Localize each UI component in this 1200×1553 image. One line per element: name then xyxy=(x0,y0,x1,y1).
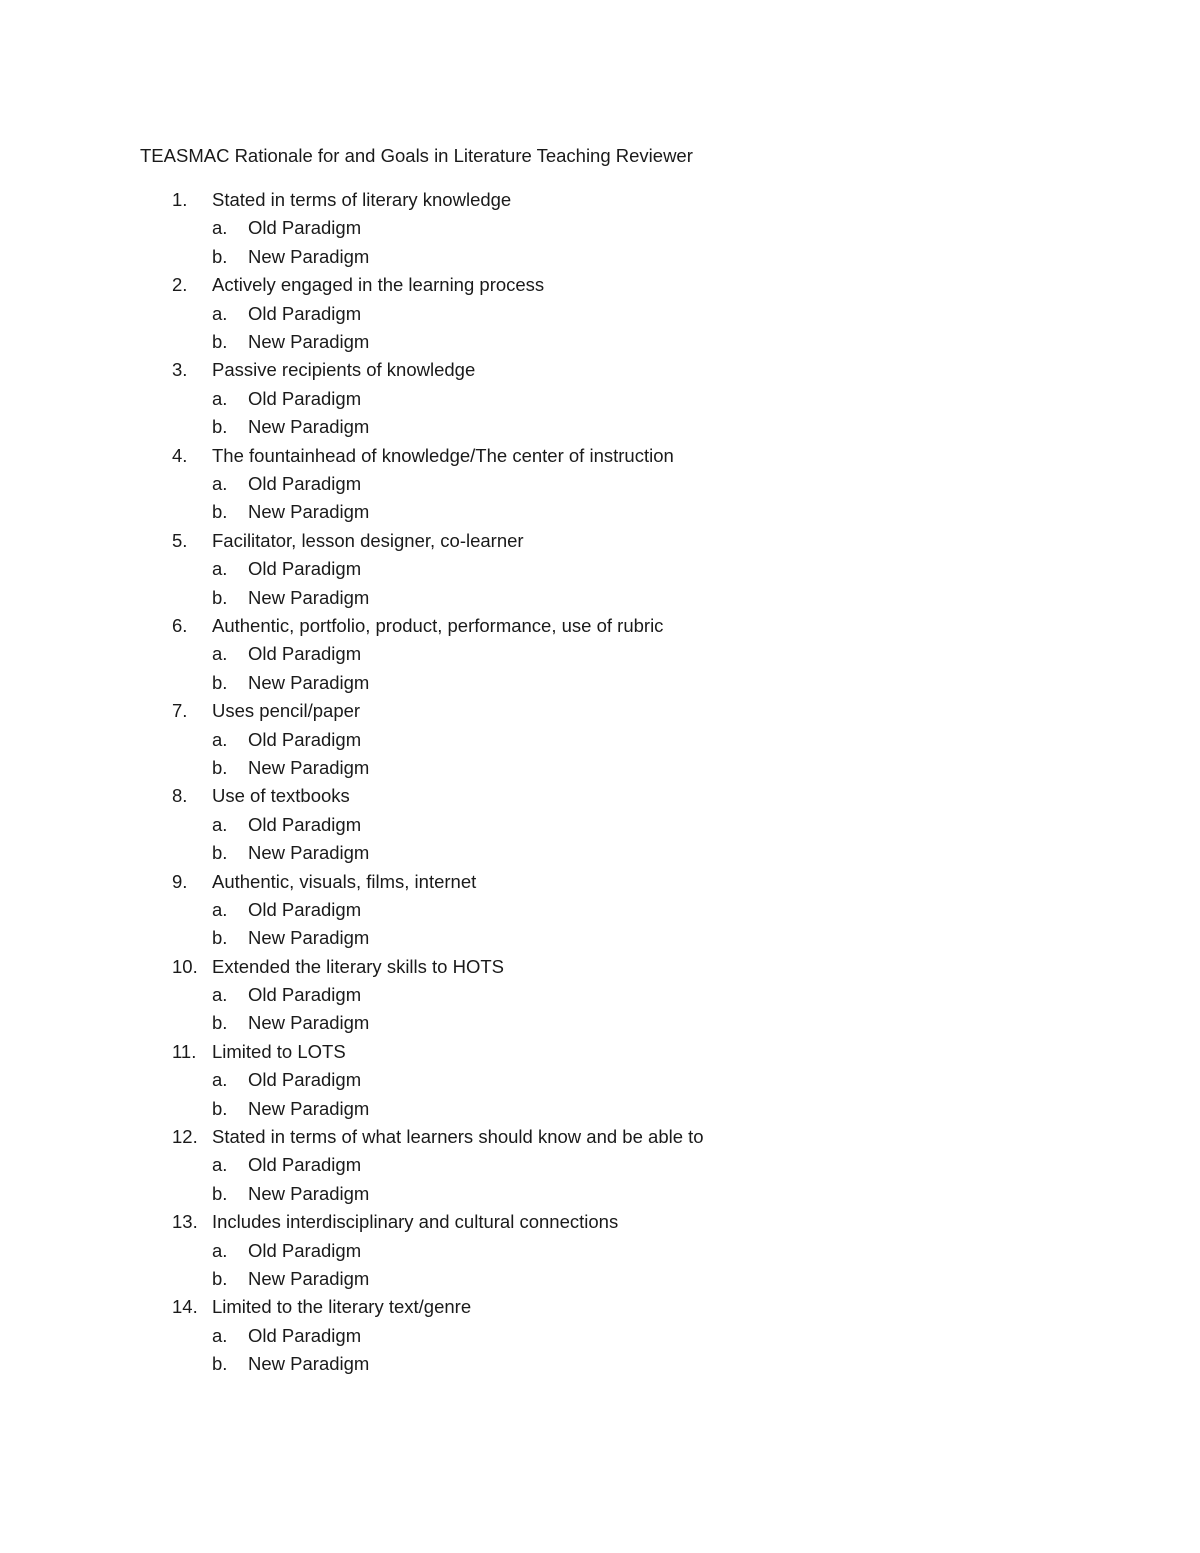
option-letter: b. xyxy=(212,842,228,864)
question-item xyxy=(0,868,704,953)
answer-option xyxy=(0,839,704,867)
option-letter: a. xyxy=(212,1069,228,1091)
question-text: The fountainhead of knowledge/The center of instruction xyxy=(212,444,674,466)
question-item xyxy=(0,356,704,441)
answer-option xyxy=(0,1095,704,1123)
question-item xyxy=(0,1123,704,1208)
question-text: Uses pencil/paper xyxy=(212,700,361,722)
question-text: Stated in terms of what learners should know and be able to xyxy=(212,1126,704,1148)
option-letter: a. xyxy=(212,898,228,920)
option-letter: a. xyxy=(212,387,228,409)
answer-option xyxy=(0,385,704,413)
option-text: New Paradigm xyxy=(248,1097,370,1119)
answer-option xyxy=(0,1151,704,1179)
option-text: New Paradigm xyxy=(248,1182,370,1204)
question-item xyxy=(0,697,704,782)
answer-option xyxy=(0,328,704,356)
answer-option xyxy=(0,1322,704,1350)
question-item xyxy=(0,1293,704,1378)
answer-option xyxy=(0,555,704,583)
question-list xyxy=(0,186,704,1379)
option-text: Old Paradigm xyxy=(248,813,362,835)
question-number: 9. xyxy=(172,870,188,892)
option-text: Old Paradigm xyxy=(248,1154,362,1176)
question-item xyxy=(0,271,704,356)
answer-option xyxy=(0,640,704,668)
option-letter: a. xyxy=(212,813,228,835)
option-letter: b. xyxy=(212,756,228,778)
answer-option xyxy=(0,243,704,271)
question-text: Limited to the literary text/genre xyxy=(212,1296,472,1318)
option-letter: b. xyxy=(212,1012,228,1034)
question-number: 8. xyxy=(172,785,188,807)
option-text: Old Paradigm xyxy=(248,387,362,409)
option-text: Old Paradigm xyxy=(248,643,362,665)
option-letter: a. xyxy=(212,984,228,1006)
option-letter: b. xyxy=(212,927,228,949)
question-text: Passive recipients of knowledge xyxy=(212,359,476,381)
answer-option xyxy=(0,811,704,839)
option-text: Old Paradigm xyxy=(248,472,362,494)
option-text: Old Paradigm xyxy=(248,1069,362,1091)
option-letter: b. xyxy=(212,1097,228,1119)
option-letter: a. xyxy=(212,1324,228,1346)
option-text: New Paradigm xyxy=(248,671,370,693)
option-text: New Paradigm xyxy=(248,416,370,438)
document-title: TEASMAC Rationale for and Goals in Literature Teaching Reviewer xyxy=(140,145,693,166)
answer-option xyxy=(0,981,704,1009)
option-letter: b. xyxy=(212,245,228,267)
question-item xyxy=(0,527,704,612)
option-text: Old Paradigm xyxy=(248,1239,362,1261)
question-number: 14. xyxy=(172,1296,198,1318)
question-item xyxy=(0,186,704,271)
option-letter: b. xyxy=(212,1182,228,1204)
option-text: Old Paradigm xyxy=(248,217,362,239)
answer-option xyxy=(0,470,704,498)
question-text: Facilitator, lesson designer, co-learner xyxy=(212,529,524,551)
question-number: 6. xyxy=(172,614,188,636)
answer-option xyxy=(0,1066,704,1094)
option-letter: b. xyxy=(212,501,228,523)
question-item xyxy=(0,1208,704,1293)
question-item xyxy=(0,953,704,1038)
option-text: Old Paradigm xyxy=(248,984,362,1006)
option-letter: a. xyxy=(212,217,228,239)
question-number: 4. xyxy=(172,444,188,466)
option-letter: a. xyxy=(212,1239,228,1261)
question-number: 10. xyxy=(172,955,198,977)
option-letter: b. xyxy=(212,330,228,352)
answer-option xyxy=(0,413,704,441)
answer-option xyxy=(0,214,704,242)
question-text: Extended the literary skills to HOTS xyxy=(212,955,504,977)
answer-option xyxy=(0,1265,704,1293)
answer-option xyxy=(0,754,704,782)
option-letter: b. xyxy=(212,416,228,438)
option-letter: a. xyxy=(212,472,228,494)
question-text: Authentic, visuals, films, internet xyxy=(212,870,477,892)
question-number: 1. xyxy=(172,189,188,210)
option-text: Old Paradigm xyxy=(248,1324,362,1346)
question-text: Actively engaged in the learning process xyxy=(212,274,545,296)
question-number: 5. xyxy=(172,529,188,551)
question-number: 11. xyxy=(172,1040,197,1062)
option-text: New Paradigm xyxy=(248,842,370,864)
option-text: New Paradigm xyxy=(248,586,370,608)
question-text: Use of textbooks xyxy=(212,785,350,807)
answer-option xyxy=(0,584,704,612)
answer-option xyxy=(0,726,704,754)
question-number: 12. xyxy=(172,1126,198,1148)
option-text: New Paradigm xyxy=(248,330,370,352)
question-number: 7. xyxy=(172,700,188,722)
answer-option xyxy=(0,669,704,697)
question-text: Stated in terms of literary knowledge xyxy=(212,189,512,210)
question-text: Authentic, portfolio, product, performance, use of rubric xyxy=(212,614,664,636)
option-letter: b. xyxy=(212,1353,228,1375)
option-letter: a. xyxy=(212,728,228,750)
option-text: New Paradigm xyxy=(248,245,370,267)
option-text: Old Paradigm xyxy=(248,558,362,580)
question-item xyxy=(0,442,704,527)
answer-option xyxy=(0,498,704,526)
option-letter: a. xyxy=(212,1154,228,1176)
option-letter: b. xyxy=(212,586,228,608)
question-item xyxy=(0,782,704,867)
option-text: New Paradigm xyxy=(248,1353,370,1375)
answer-option xyxy=(0,896,704,924)
option-text: New Paradigm xyxy=(248,1012,370,1034)
answer-option xyxy=(0,1009,704,1037)
answer-option xyxy=(0,1350,704,1378)
question-number: 13. xyxy=(172,1211,198,1233)
option-letter: b. xyxy=(212,1268,228,1290)
option-text: Old Paradigm xyxy=(248,302,362,324)
option-letter: a. xyxy=(212,302,228,324)
option-text: New Paradigm xyxy=(248,1268,370,1290)
option-text: New Paradigm xyxy=(248,501,370,523)
answer-option xyxy=(0,1180,704,1208)
question-text: Includes interdisciplinary and cultural connections xyxy=(212,1211,619,1233)
question-item xyxy=(0,612,704,697)
question-number: 2. xyxy=(172,274,188,296)
option-text: Old Paradigm xyxy=(248,898,362,920)
question-text: Limited to LOTS xyxy=(212,1040,346,1062)
answer-option xyxy=(0,1237,704,1265)
answer-option xyxy=(0,300,704,328)
option-letter: b. xyxy=(212,671,228,693)
option-text: New Paradigm xyxy=(248,756,370,778)
question-item xyxy=(0,1038,704,1123)
answer-option xyxy=(0,924,704,952)
question-number: 3. xyxy=(172,359,188,381)
option-text: New Paradigm xyxy=(248,927,370,949)
option-text: Old Paradigm xyxy=(248,728,362,750)
option-letter: a. xyxy=(212,558,228,580)
option-letter: a. xyxy=(212,643,228,665)
